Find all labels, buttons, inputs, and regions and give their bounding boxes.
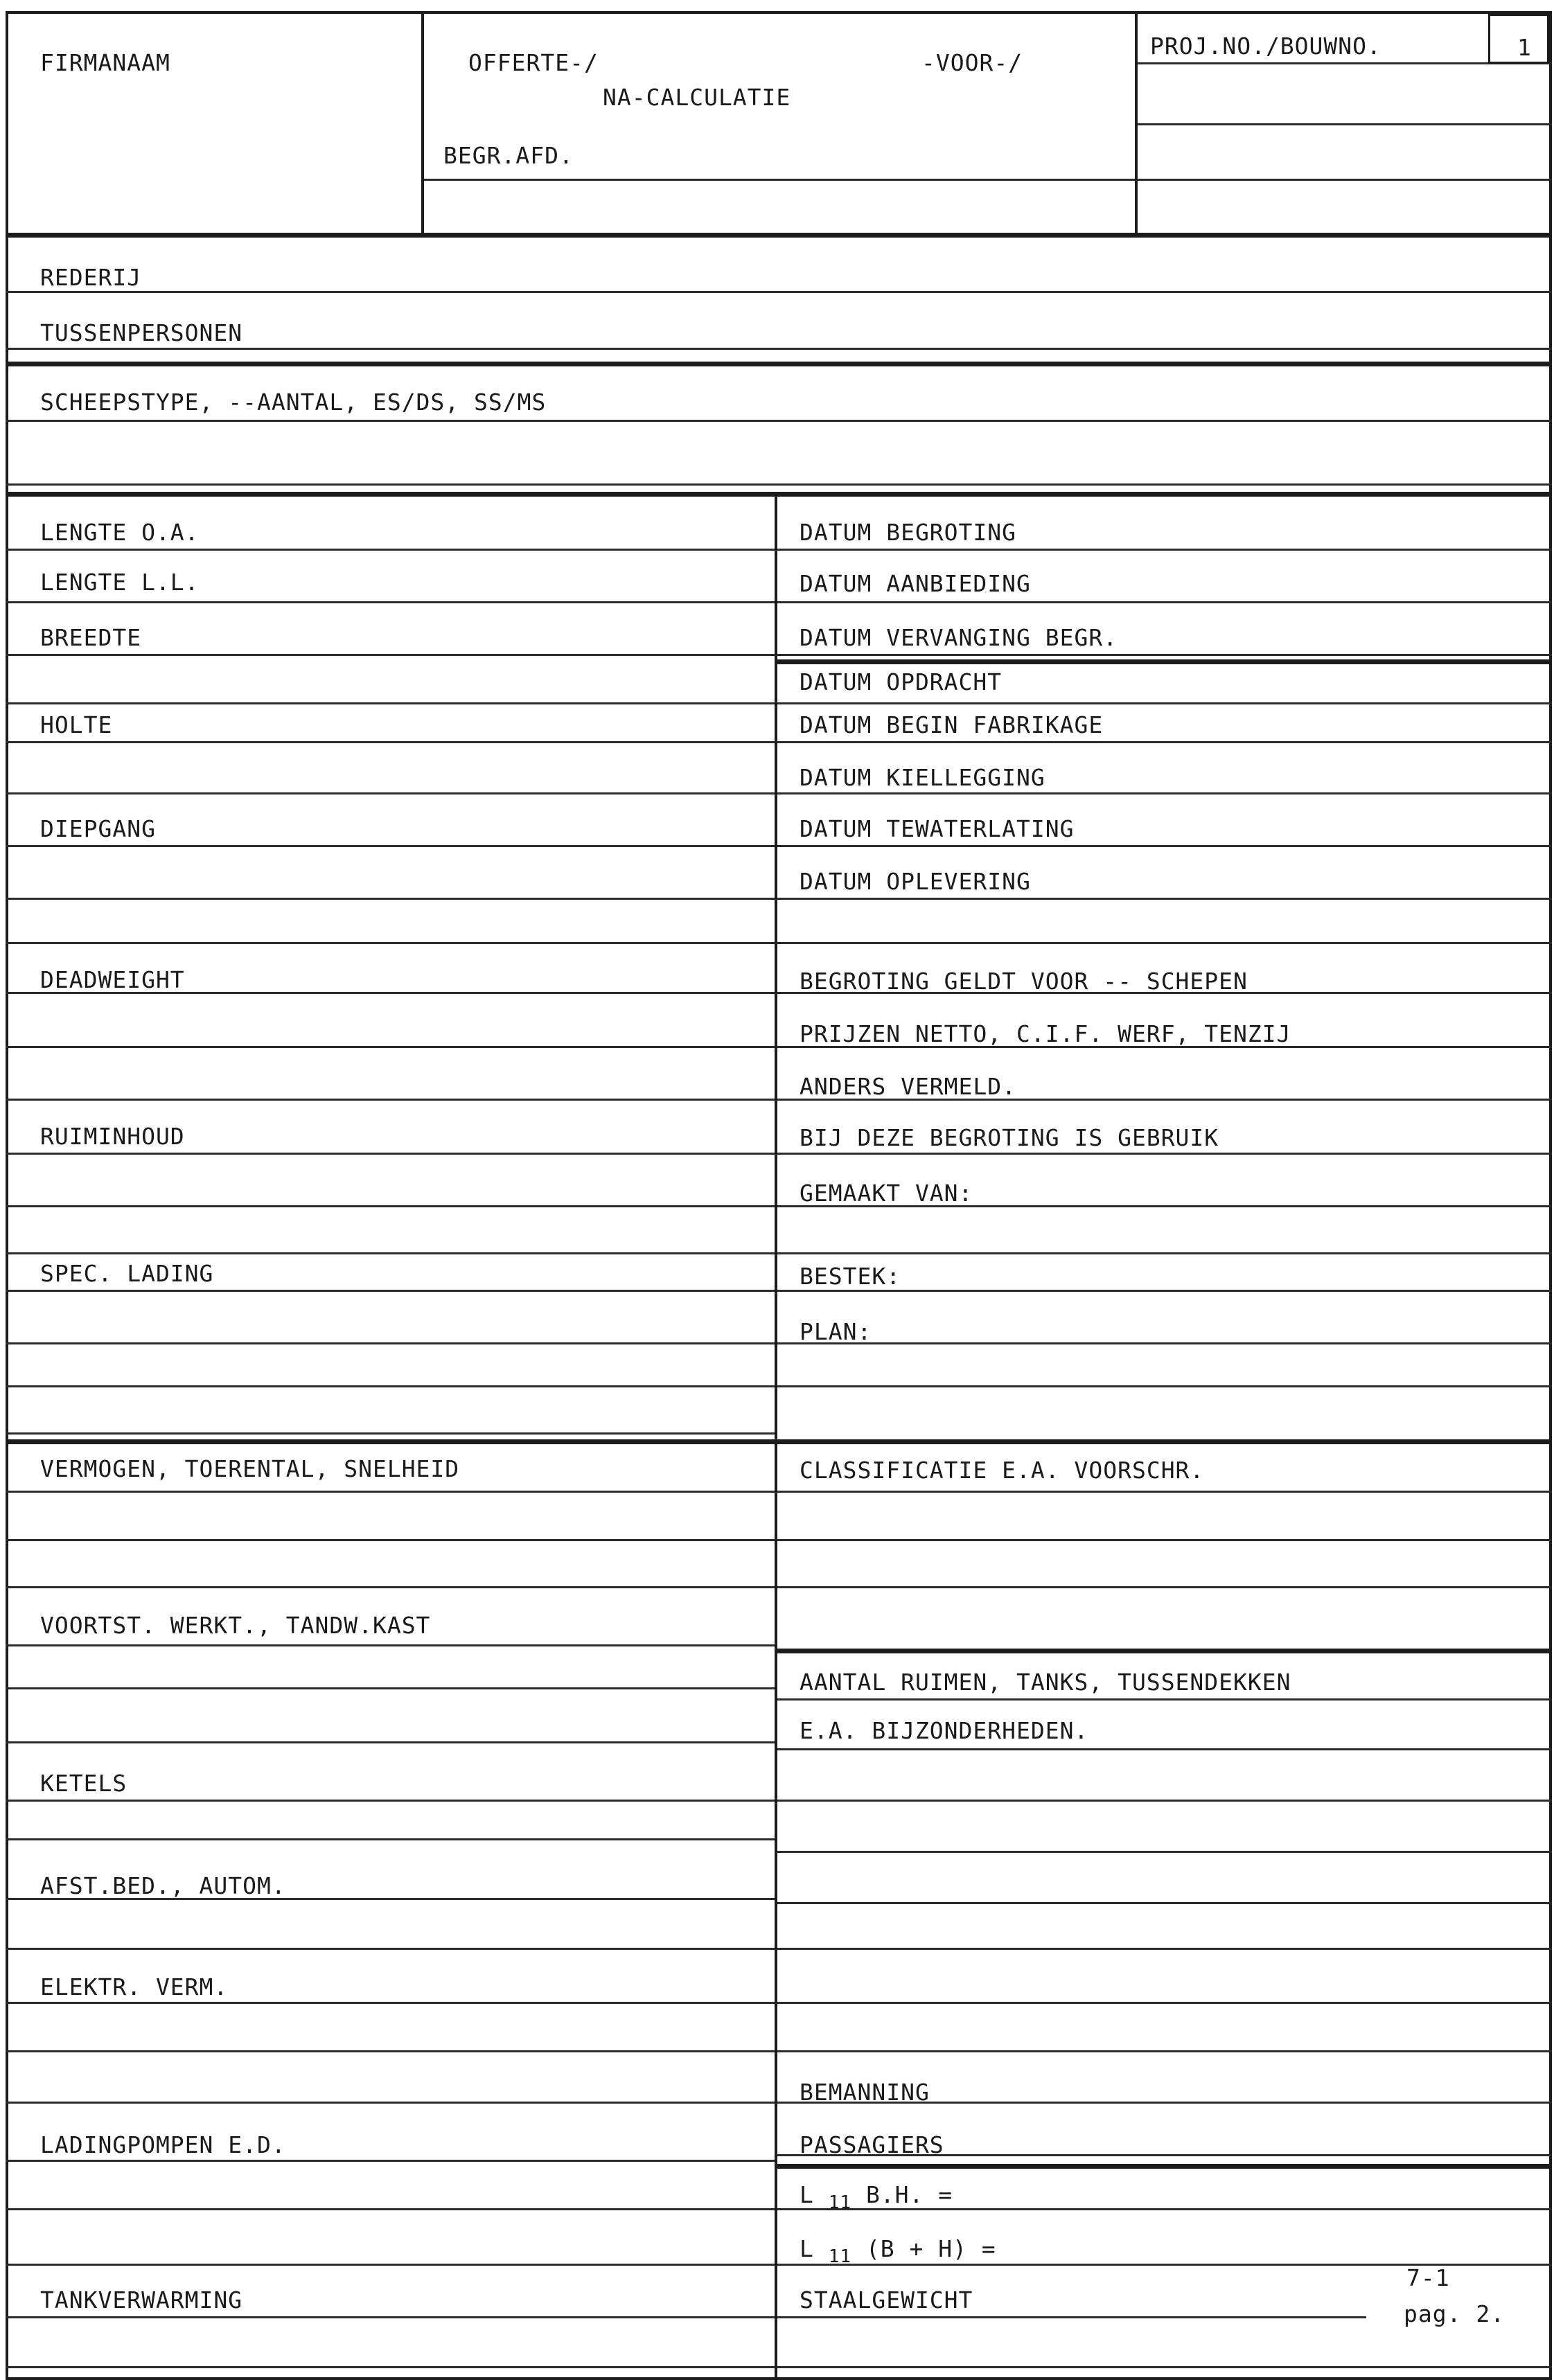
quote-label: OFFERTE-/ bbox=[468, 49, 599, 76]
cargo-pumps-label: LADINGPOMPEN E.D. bbox=[40, 2131, 286, 2158]
length-ll-label: LENGTE L.L. bbox=[40, 569, 200, 596]
breadth-label: BREEDTE bbox=[40, 624, 142, 651]
tank-heating-label: TANKVERWARMING bbox=[40, 2286, 243, 2314]
left-section-separator bbox=[6, 1439, 775, 1444]
prices-line-1: PRIJZEN NETTO, C.I.F. WERF, TENZIJ bbox=[800, 1020, 1291, 1047]
date-budget-label: DATUM BEGROTING bbox=[800, 519, 1017, 546]
right-row-line bbox=[777, 741, 1552, 743]
holds-line-2: E.A. BIJZONDERHEDEN. bbox=[800, 1717, 1089, 1744]
left-row-line bbox=[6, 1432, 775, 1435]
shipowner-line bbox=[6, 291, 1552, 293]
budget-ships-label: BEGROTING GELDT VOOR -- SCHEPEN bbox=[800, 968, 1248, 995]
right-row-line bbox=[777, 1385, 1552, 1387]
intermediaries-line bbox=[6, 348, 1552, 350]
left-row-line bbox=[6, 845, 775, 847]
date-replacement-label: DATUM VERVANGING BEGR. bbox=[800, 624, 1118, 651]
page-number-value: 1 bbox=[1517, 34, 1532, 61]
date-keel-label: DATUM KIELLEGGING bbox=[800, 764, 1045, 791]
special-cargo-label: SPEC. LADING bbox=[40, 1260, 214, 1287]
right-row-line bbox=[777, 2366, 1552, 2368]
plan-label: PLAN: bbox=[800, 1318, 872, 1345]
ship-type-line-2 bbox=[6, 483, 1552, 486]
right-section-separator bbox=[777, 1439, 1552, 1444]
date-offer-label: DATUM AANBIEDING bbox=[800, 570, 1031, 597]
left-row-line bbox=[6, 1046, 775, 1048]
ship-type-line bbox=[6, 420, 1552, 422]
depth-label: HOLTE bbox=[40, 711, 113, 738]
left-row-line bbox=[6, 1099, 775, 1101]
header-line-afd bbox=[424, 179, 1135, 181]
right-row-line bbox=[777, 1902, 1552, 1904]
left-row-line bbox=[6, 1153, 775, 1155]
left-row-line bbox=[6, 1687, 775, 1689]
usage-line-1: BIJ DEZE BEGROTING IS GEBRUIK bbox=[800, 1124, 1219, 1151]
power-speed-label: VERMOGEN, TOERENTAL, SNELHEID bbox=[40, 1455, 460, 1482]
left-row-line bbox=[6, 2316, 775, 2318]
header-line-proj-3 bbox=[1138, 179, 1552, 181]
right-row-line bbox=[777, 2002, 1552, 2004]
left-row-line bbox=[6, 2002, 775, 2004]
left-row-line bbox=[6, 601, 775, 603]
left-row-line bbox=[6, 2264, 775, 2266]
right-row-line bbox=[777, 702, 1552, 704]
left-row-line bbox=[6, 2102, 775, 2104]
left-row-line bbox=[6, 2160, 775, 2162]
date-launch-label: DATUM TEWATERLATING bbox=[800, 815, 1075, 842]
crew-label: BEMANNING bbox=[800, 2079, 930, 2106]
left-row-line bbox=[6, 1586, 775, 1588]
right-row-line bbox=[777, 1698, 1552, 1700]
left-row-line bbox=[6, 1741, 775, 1743]
left-row-line bbox=[6, 549, 775, 551]
left-row-line bbox=[6, 702, 775, 704]
propulsion-label: VOORTST. WERKT., TANDW.KAST bbox=[40, 1612, 431, 1639]
parties-separator bbox=[6, 362, 1552, 366]
right-row-line bbox=[777, 1586, 1552, 1588]
left-row-line bbox=[6, 2050, 775, 2052]
right-section-separator bbox=[777, 2164, 1552, 2169]
boilers-label: KETELS bbox=[40, 1770, 127, 1797]
right-row-line bbox=[777, 1153, 1552, 1155]
electric-power-label: ELEKTR. VERM. bbox=[40, 1973, 229, 2000]
firm-name-label: FIRMANAAM bbox=[40, 49, 170, 76]
left-row-line bbox=[6, 1205, 775, 1207]
left-row-line bbox=[6, 1290, 775, 1292]
right-row-line bbox=[777, 1851, 1552, 1853]
intermediaries-label: TUSSENPERSONEN bbox=[40, 319, 243, 346]
right-row-line bbox=[777, 1948, 1552, 1950]
date-fabrication-label: DATUM BEGIN FABRIKAGE bbox=[800, 711, 1104, 738]
left-row-line bbox=[6, 1385, 775, 1387]
right-row-line bbox=[777, 1748, 1552, 1750]
left-row-line bbox=[6, 1838, 775, 1840]
length-oa-label: LENGTE O.A. bbox=[40, 519, 200, 546]
passengers-label: PASSAGIERS bbox=[800, 2131, 944, 2158]
header-divider-2 bbox=[1135, 11, 1138, 234]
deadweight-label: DEADWEIGHT bbox=[40, 966, 185, 993]
left-row-line bbox=[6, 2366, 775, 2368]
header-bottom-border bbox=[6, 233, 1552, 238]
formula-2: L $_{11}$ (B + H) = bbox=[800, 2235, 996, 2267]
holds-line-1: AANTAL RUIMEN, TANKS, TUSSENDEKKEN bbox=[800, 1669, 1291, 1696]
date-delivery-label: DATUM OPLEVERING bbox=[800, 868, 1031, 895]
specification-label: BESTEK: bbox=[800, 1263, 901, 1290]
left-row-line bbox=[6, 1539, 775, 1541]
usage-line-2: GEMAAKT VAN: bbox=[800, 1180, 973, 1207]
left-row-line bbox=[6, 654, 775, 656]
right-row-line bbox=[777, 942, 1552, 944]
left-row-line bbox=[6, 1948, 775, 1950]
budget-department-label: BEGR.AFD. bbox=[443, 142, 574, 169]
left-row-line bbox=[6, 792, 775, 794]
right-row-line bbox=[777, 549, 1552, 551]
right-row-line bbox=[777, 1539, 1552, 1541]
left-row-line bbox=[6, 898, 775, 900]
right-row-line bbox=[777, 601, 1552, 603]
date-order-label: DATUM OPDRACHT bbox=[800, 668, 1003, 695]
right-row-line bbox=[777, 654, 1552, 656]
remote-control-label: AFST.BED., AUTOM. bbox=[40, 1872, 286, 1899]
right-row-line bbox=[777, 2050, 1552, 2052]
left-row-line bbox=[6, 1252, 775, 1254]
hold-capacity-label: RUIMINHOUD bbox=[40, 1123, 185, 1150]
center-divider bbox=[775, 492, 777, 2380]
ship-type-label: SCHEEPSTYPE, --AANTAL, ES/DS, SS/MS bbox=[40, 389, 547, 416]
main-section-top bbox=[6, 492, 1552, 497]
post-calculation-label: NA-CALCULATIE bbox=[603, 84, 791, 111]
left-row-line bbox=[6, 1800, 775, 1802]
left-row-line bbox=[6, 2208, 775, 2210]
right-row-line bbox=[777, 1800, 1552, 1802]
shipowner-label: REDERIJ bbox=[40, 264, 142, 291]
right-row-line bbox=[777, 845, 1552, 847]
form-code: 7-1 bbox=[1406, 2264, 1450, 2291]
left-row-line bbox=[6, 741, 775, 743]
right-section-separator bbox=[777, 659, 1552, 664]
header-divider-1 bbox=[421, 11, 424, 234]
for-label: -VOOR-/ bbox=[921, 49, 1023, 76]
right-row-line bbox=[777, 1290, 1552, 1292]
right-section-separator bbox=[777, 1649, 1552, 1653]
classification-label: CLASSIFICATIE E.A. VOORSCHR. bbox=[800, 1457, 1205, 1484]
page-label: pag. 2. bbox=[1404, 2300, 1506, 2327]
prices-line-2: ANDERS VERMELD. bbox=[800, 1073, 1017, 1100]
left-row-line bbox=[6, 1342, 775, 1344]
right-row-line bbox=[777, 792, 1552, 794]
form-frame bbox=[6, 11, 1552, 2380]
right-row-line bbox=[777, 898, 1552, 900]
left-row-line bbox=[6, 942, 775, 944]
steel-weight-label: STAALGEWICHT bbox=[800, 2286, 973, 2314]
left-row-line bbox=[6, 1644, 775, 1646]
formula-1: L $_{11}$ B.H. = bbox=[800, 2181, 953, 2213]
right-row-line bbox=[777, 1491, 1552, 1493]
right-row-line bbox=[777, 1342, 1552, 1344]
left-row-line bbox=[6, 1491, 775, 1493]
header-line-proj-2 bbox=[1138, 123, 1552, 125]
staalgewicht-line bbox=[777, 2316, 1366, 2318]
right-row-line bbox=[777, 1252, 1552, 1254]
project-number-label: PROJ.NO./BOUWNO. bbox=[1150, 33, 1381, 60]
draught-label: DIEPGANG bbox=[40, 815, 156, 842]
